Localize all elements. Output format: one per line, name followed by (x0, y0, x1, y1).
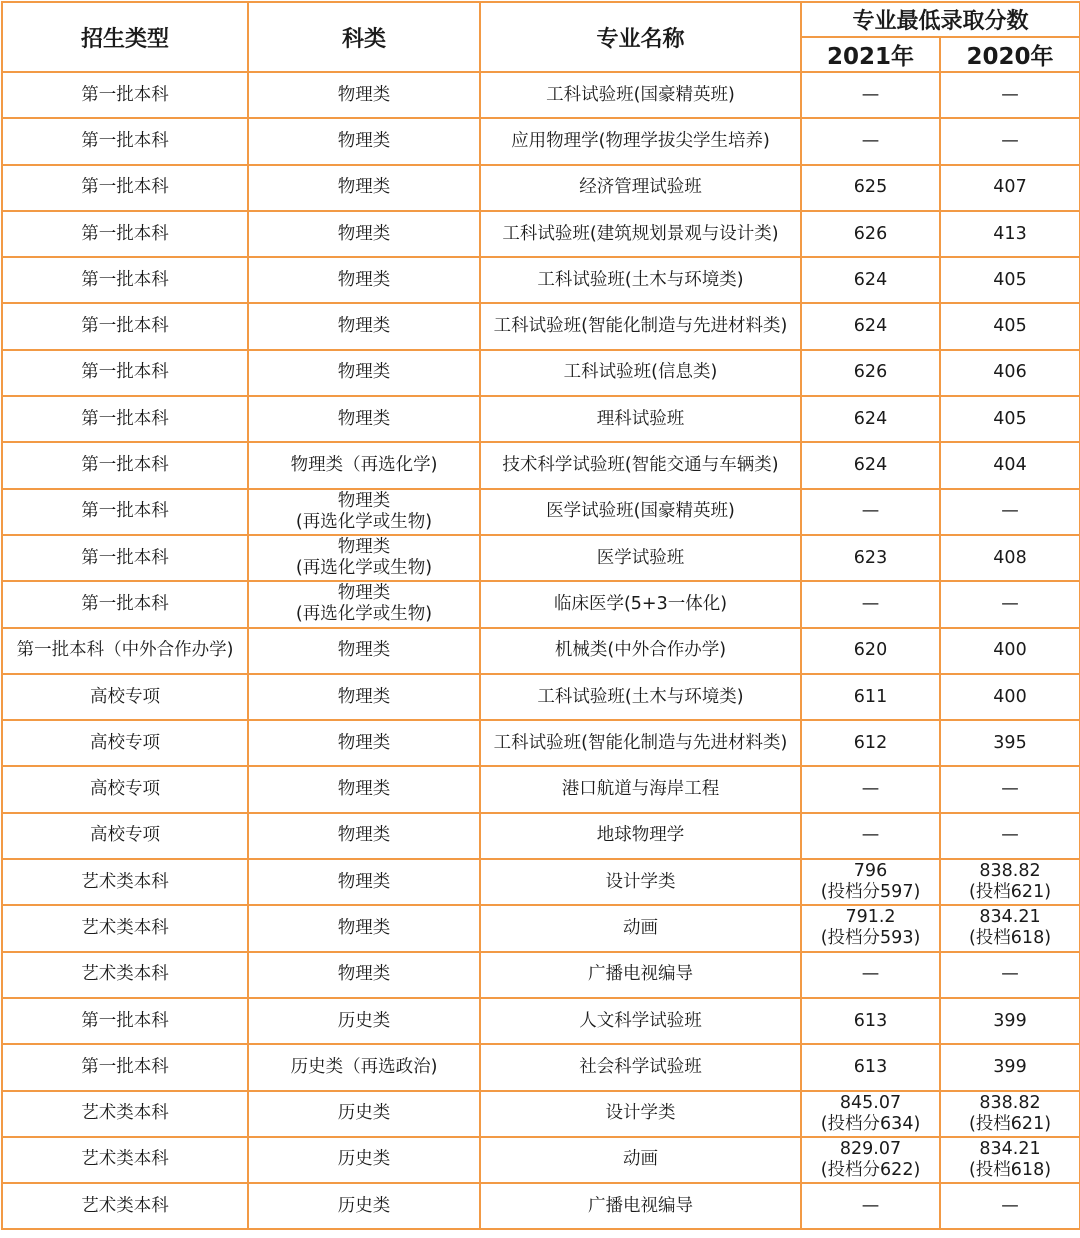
subject-cell (248, 905, 480, 951)
score-2020-cell (940, 303, 1080, 349)
score-2021-cell-line: (投档分593) (820, 928, 921, 949)
category-cell: 第一批本科 (2, 396, 248, 442)
score-2021-cell (801, 1091, 940, 1137)
score-2021-cell (801, 303, 940, 349)
table-row (2, 257, 1080, 303)
score-2020-cell (940, 998, 1080, 1044)
category-cell: 第一批本科 (2, 72, 248, 118)
score-2021-cell-line: 613 (853, 1056, 888, 1077)
score-2020-cell-line: — (1001, 130, 1019, 151)
category-cell: 艺术类本科 (2, 1137, 248, 1183)
score-2020-cell (940, 952, 1080, 998)
score-2020-cell (940, 118, 1080, 164)
header-subject: 科类 (248, 2, 480, 72)
table-row (2, 72, 1080, 118)
subject-cell-line: 历史类 (337, 1010, 391, 1031)
score-2020-cell-line: (投档618) (968, 928, 1052, 949)
score-2021-cell (801, 859, 940, 905)
score-2020-cell (940, 766, 1080, 812)
admission-score-table (1, 1, 1080, 1230)
score-2021-cell-line: 620 (853, 640, 888, 661)
category-cell: 第一批本科 (2, 535, 248, 581)
score-2020-cell-line: 400 (993, 640, 1027, 661)
major-cell: 经济管理试验班 (480, 165, 801, 211)
score-2020-cell (940, 905, 1080, 951)
category-cell: 第一批本科 (2, 998, 248, 1044)
score-2021-cell-line: 624 (853, 408, 888, 429)
score-2020-cell-line: 407 (993, 177, 1027, 198)
subject-cell-line: 物理类 (337, 583, 391, 604)
score-2020-cell-line: 408 (993, 547, 1027, 568)
score-2020-cell (940, 257, 1080, 303)
score-2020-cell (940, 72, 1080, 118)
category-cell: 艺术类本科 (2, 1091, 248, 1137)
score-2021-cell (801, 1137, 940, 1183)
major-cell: 机械类(中外合作办学) (480, 628, 801, 674)
score-2021-cell-line: 624 (853, 316, 888, 337)
subject-cell (248, 303, 480, 349)
category-cell: 艺术类本科 (2, 952, 248, 998)
subject-cell (248, 257, 480, 303)
subject-cell (248, 1183, 480, 1229)
major-cell: 医学试验班(国豪精英班) (480, 489, 801, 535)
major-cell: 动画 (480, 905, 801, 951)
major-cell: 设计学类 (480, 859, 801, 905)
score-2021-cell-line: — (861, 501, 880, 522)
score-2021-cell-line: 796 (853, 861, 888, 882)
score-2021-cell-line: 612 (853, 732, 888, 753)
score-2020-cell-line: — (1001, 1195, 1019, 1216)
score-2020-cell (940, 628, 1080, 674)
score-2021-cell (801, 720, 940, 766)
subject-cell (248, 628, 480, 674)
table-row (2, 396, 1080, 442)
score-2020-cell-line: — (1001, 779, 1019, 800)
score-2021-cell (801, 674, 940, 720)
subject-cell-line: 物理类 (337, 84, 391, 105)
score-2021-cell (801, 211, 940, 257)
table-row (2, 1137, 1080, 1183)
table-row (2, 442, 1080, 488)
score-2021-cell-line: 626 (853, 362, 888, 383)
score-2021-cell (801, 905, 940, 951)
table-row (2, 813, 1080, 859)
table-row (2, 628, 1080, 674)
score-2021-cell-line: — (861, 84, 880, 105)
table-row (2, 1183, 1080, 1229)
subject-cell (248, 72, 480, 118)
table-row (2, 535, 1080, 581)
subject-cell (248, 211, 480, 257)
subject-cell-line: (再选化学或生物) (295, 604, 433, 625)
score-2020-cell-line: 395 (993, 732, 1027, 753)
major-cell: 工科试验班(土木与环境类) (480, 257, 801, 303)
score-2020-cell (940, 859, 1080, 905)
header-major: 专业名称 (480, 2, 801, 72)
table-row (2, 581, 1080, 627)
category-cell: 高校专项 (2, 766, 248, 812)
subject-cell-line: 物理类 (337, 825, 391, 846)
category-cell: 第一批本科 (2, 165, 248, 211)
table-row (2, 952, 1080, 998)
score-2021-cell (801, 118, 940, 164)
score-2020-cell (940, 1091, 1080, 1137)
subject-cell-line: 历史类 (337, 1149, 391, 1170)
score-2021-cell (801, 1183, 940, 1229)
subject-cell-line: 物理类 (337, 732, 391, 753)
subject-cell-line: 历史类（再选政治) (290, 1056, 438, 1077)
score-2021-cell (801, 813, 940, 859)
score-2021-cell-line: 613 (853, 1010, 888, 1031)
table-row (2, 998, 1080, 1044)
table-row (2, 766, 1080, 812)
table-row (2, 1044, 1080, 1090)
score-2020-cell-line: (投档621) (968, 1113, 1052, 1134)
table-row (2, 905, 1080, 951)
major-cell: 设计学类 (480, 1091, 801, 1137)
major-cell: 工科试验班(智能化制造与先进材料类) (480, 303, 801, 349)
category-cell: 第一批本科 (2, 211, 248, 257)
score-2021-cell-line: 829.07 (839, 1138, 902, 1159)
table-row (2, 118, 1080, 164)
subject-cell (248, 998, 480, 1044)
score-2020-cell-line: 834.21 (979, 1138, 1041, 1159)
subject-cell-line: 物理类 (337, 130, 391, 151)
score-2021-cell (801, 1044, 940, 1090)
score-2021-cell (801, 581, 940, 627)
score-2021-cell-line: 624 (853, 269, 888, 290)
score-2021-cell (801, 535, 940, 581)
score-2021-cell (801, 350, 940, 396)
subject-cell-line: 物理类 (337, 964, 391, 985)
table-row (2, 211, 1080, 257)
score-2020-cell-line: 405 (993, 269, 1027, 290)
table-row (2, 859, 1080, 905)
score-2021-cell (801, 165, 940, 211)
score-2020-cell-line: (投档621) (968, 882, 1052, 903)
category-cell: 第一批本科 (2, 581, 248, 627)
score-2020-cell-line: — (1001, 593, 1019, 614)
category-cell: 艺术类本科 (2, 905, 248, 951)
score-2020-cell-line: 406 (993, 362, 1027, 383)
table-row (2, 489, 1080, 535)
subject-cell-line: 物理类 (337, 408, 391, 429)
subject-cell-line: 物理类 (337, 223, 391, 244)
score-2020-cell (940, 1137, 1080, 1183)
score-2021-cell (801, 489, 940, 535)
subject-cell (248, 766, 480, 812)
subject-cell (248, 674, 480, 720)
major-cell: 工科试验班(智能化制造与先进材料类) (480, 720, 801, 766)
major-cell: 技术科学试验班(智能交通与车辆类) (480, 442, 801, 488)
score-2020-cell-line: (投档618) (968, 1159, 1052, 1180)
score-2020-cell (940, 581, 1080, 627)
category-cell: 高校专项 (2, 813, 248, 859)
major-cell: 工科试验班(信息类) (480, 350, 801, 396)
category-cell: 第一批本科 (2, 442, 248, 488)
subject-cell-line: 物理类 (337, 871, 391, 892)
category-cell: 第一批本科 (2, 303, 248, 349)
subject-cell-line: 物理类 (337, 177, 391, 198)
score-2021-cell (801, 998, 940, 1044)
table-row (2, 350, 1080, 396)
subject-cell-line: 历史类 (337, 1103, 391, 1124)
header-score-group: 专业最低录取分数 (801, 2, 1080, 37)
subject-cell-line: 物理类 (337, 537, 391, 558)
major-cell: 港口航道与海岸工程 (480, 766, 801, 812)
score-2021-cell-line: (投档分597) (820, 882, 921, 903)
category-cell: 第一批本科 (2, 489, 248, 535)
score-2020-cell-line: — (1001, 501, 1019, 522)
score-2020-cell (940, 396, 1080, 442)
score-2021-cell-line: (投档分634) (820, 1113, 921, 1134)
category-cell: 高校专项 (2, 720, 248, 766)
subject-cell (248, 952, 480, 998)
score-2020-cell-line: 838.82 (979, 1092, 1041, 1113)
category-cell: 第一批本科 (2, 118, 248, 164)
score-2020-cell (940, 489, 1080, 535)
subject-cell-line: 物理类 (337, 362, 391, 383)
category-cell: 艺术类本科 (2, 859, 248, 905)
major-cell: 广播电视编导 (480, 1183, 801, 1229)
subject-cell (248, 396, 480, 442)
header-year-2020: 2020年 (940, 37, 1080, 72)
score-2021-cell-line: 623 (853, 547, 888, 568)
score-2021-cell-line: 845.07 (839, 1092, 902, 1113)
score-2021-cell-line: — (861, 779, 880, 800)
header-year-2021: 2021年 (801, 37, 940, 72)
subject-cell-line: (再选化学或生物) (295, 558, 433, 579)
subject-cell-line: 物理类（再选化学) (290, 455, 438, 476)
score-2021-cell (801, 766, 940, 812)
score-2020-cell-line: — (1001, 964, 1019, 985)
score-2021-cell-line: — (861, 593, 880, 614)
subject-cell (248, 813, 480, 859)
subject-cell-line: 物理类 (337, 316, 391, 337)
subject-cell (248, 442, 480, 488)
score-2020-cell (940, 211, 1080, 257)
score-2021-cell-line: — (861, 825, 880, 846)
score-2020-cell (940, 350, 1080, 396)
score-2021-cell (801, 628, 940, 674)
score-2021-cell (801, 952, 940, 998)
score-2021-cell (801, 442, 940, 488)
subject-cell (248, 165, 480, 211)
score-2020-cell-line: 400 (993, 686, 1027, 707)
score-2020-cell-line: 405 (993, 316, 1027, 337)
subject-cell (248, 859, 480, 905)
subject-cell (248, 581, 480, 627)
score-2021-cell-line: 611 (853, 686, 888, 707)
score-2021-cell (801, 396, 940, 442)
major-cell: 应用物理学(物理学拔尖学生培养) (480, 118, 801, 164)
score-2021-cell-line: (投档分622) (820, 1159, 921, 1180)
score-2021-cell-line: 791.2 (845, 907, 896, 928)
subject-cell-line: 物理类 (337, 490, 391, 511)
table-row (2, 720, 1080, 766)
major-cell: 人文科学试验班 (480, 998, 801, 1044)
score-2020-cell (940, 165, 1080, 211)
major-cell: 临床医学(5+3一体化) (480, 581, 801, 627)
subject-cell (248, 720, 480, 766)
subject-cell-line: 物理类 (337, 917, 391, 938)
score-2020-cell-line: 834.21 (979, 907, 1041, 928)
category-cell: 第一批本科（中外合作办学) (2, 628, 248, 674)
score-2020-cell (940, 813, 1080, 859)
major-cell: 工科试验班(国豪精英班) (480, 72, 801, 118)
header-category: 招生类型 (2, 2, 248, 72)
category-cell: 第一批本科 (2, 350, 248, 396)
score-2021-cell-line: 625 (853, 177, 888, 198)
score-2021-cell-line: 624 (853, 455, 888, 476)
category-cell: 第一批本科 (2, 257, 248, 303)
score-2020-cell-line: 413 (993, 223, 1027, 244)
subject-cell (248, 1137, 480, 1183)
subject-cell-line: 物理类 (337, 269, 391, 290)
score-2020-cell-line: — (1001, 84, 1019, 105)
table-header (2, 2, 1080, 72)
score-2020-cell (940, 720, 1080, 766)
major-cell: 社会科学试验班 (480, 1044, 801, 1090)
major-cell: 医学试验班 (480, 535, 801, 581)
major-cell: 地球物理学 (480, 813, 801, 859)
score-2021-cell-line: — (861, 964, 880, 985)
table-row (2, 1091, 1080, 1137)
major-cell: 工科试验班(建筑规划景观与设计类) (480, 211, 801, 257)
major-cell: 动画 (480, 1137, 801, 1183)
major-cell: 工科试验班(土木与环境类) (480, 674, 801, 720)
score-2020-cell-line: 404 (993, 455, 1027, 476)
score-2021-cell (801, 72, 940, 118)
subject-cell (248, 489, 480, 535)
subject-cell (248, 350, 480, 396)
table-row (2, 303, 1080, 349)
subject-cell-line: 物理类 (337, 779, 391, 800)
subject-cell-line: (再选化学或生物) (295, 511, 433, 532)
subject-cell (248, 1044, 480, 1090)
score-2020-cell-line: 399 (993, 1056, 1027, 1077)
category-cell: 高校专项 (2, 674, 248, 720)
subject-cell (248, 1091, 480, 1137)
score-2021-cell-line: — (861, 1195, 880, 1216)
score-2021-cell (801, 257, 940, 303)
major-cell: 广播电视编导 (480, 952, 801, 998)
score-2020-cell (940, 442, 1080, 488)
subject-cell (248, 535, 480, 581)
subject-cell-line: 物理类 (337, 640, 391, 661)
score-2020-cell (940, 1044, 1080, 1090)
header-row (2, 2, 1080, 37)
score-2020-cell-line: 405 (993, 408, 1027, 429)
subject-cell (248, 118, 480, 164)
score-2021-cell-line: 626 (853, 223, 888, 244)
table-row (2, 674, 1080, 720)
table-body (2, 72, 1080, 1229)
score-2021-cell-line: — (861, 130, 880, 151)
category-cell: 第一批本科 (2, 1044, 248, 1090)
major-cell: 理科试验班 (480, 396, 801, 442)
subject-cell-line: 历史类 (337, 1195, 391, 1216)
score-2020-cell (940, 1183, 1080, 1229)
score-2020-cell (940, 535, 1080, 581)
table-row (2, 165, 1080, 211)
category-cell: 艺术类本科 (2, 1183, 248, 1229)
score-2020-cell-line: 399 (993, 1010, 1027, 1031)
score-2020-cell (940, 674, 1080, 720)
score-2020-cell-line: — (1001, 825, 1019, 846)
subject-cell-line: 物理类 (337, 686, 391, 707)
score-2020-cell-line: 838.82 (979, 861, 1041, 882)
